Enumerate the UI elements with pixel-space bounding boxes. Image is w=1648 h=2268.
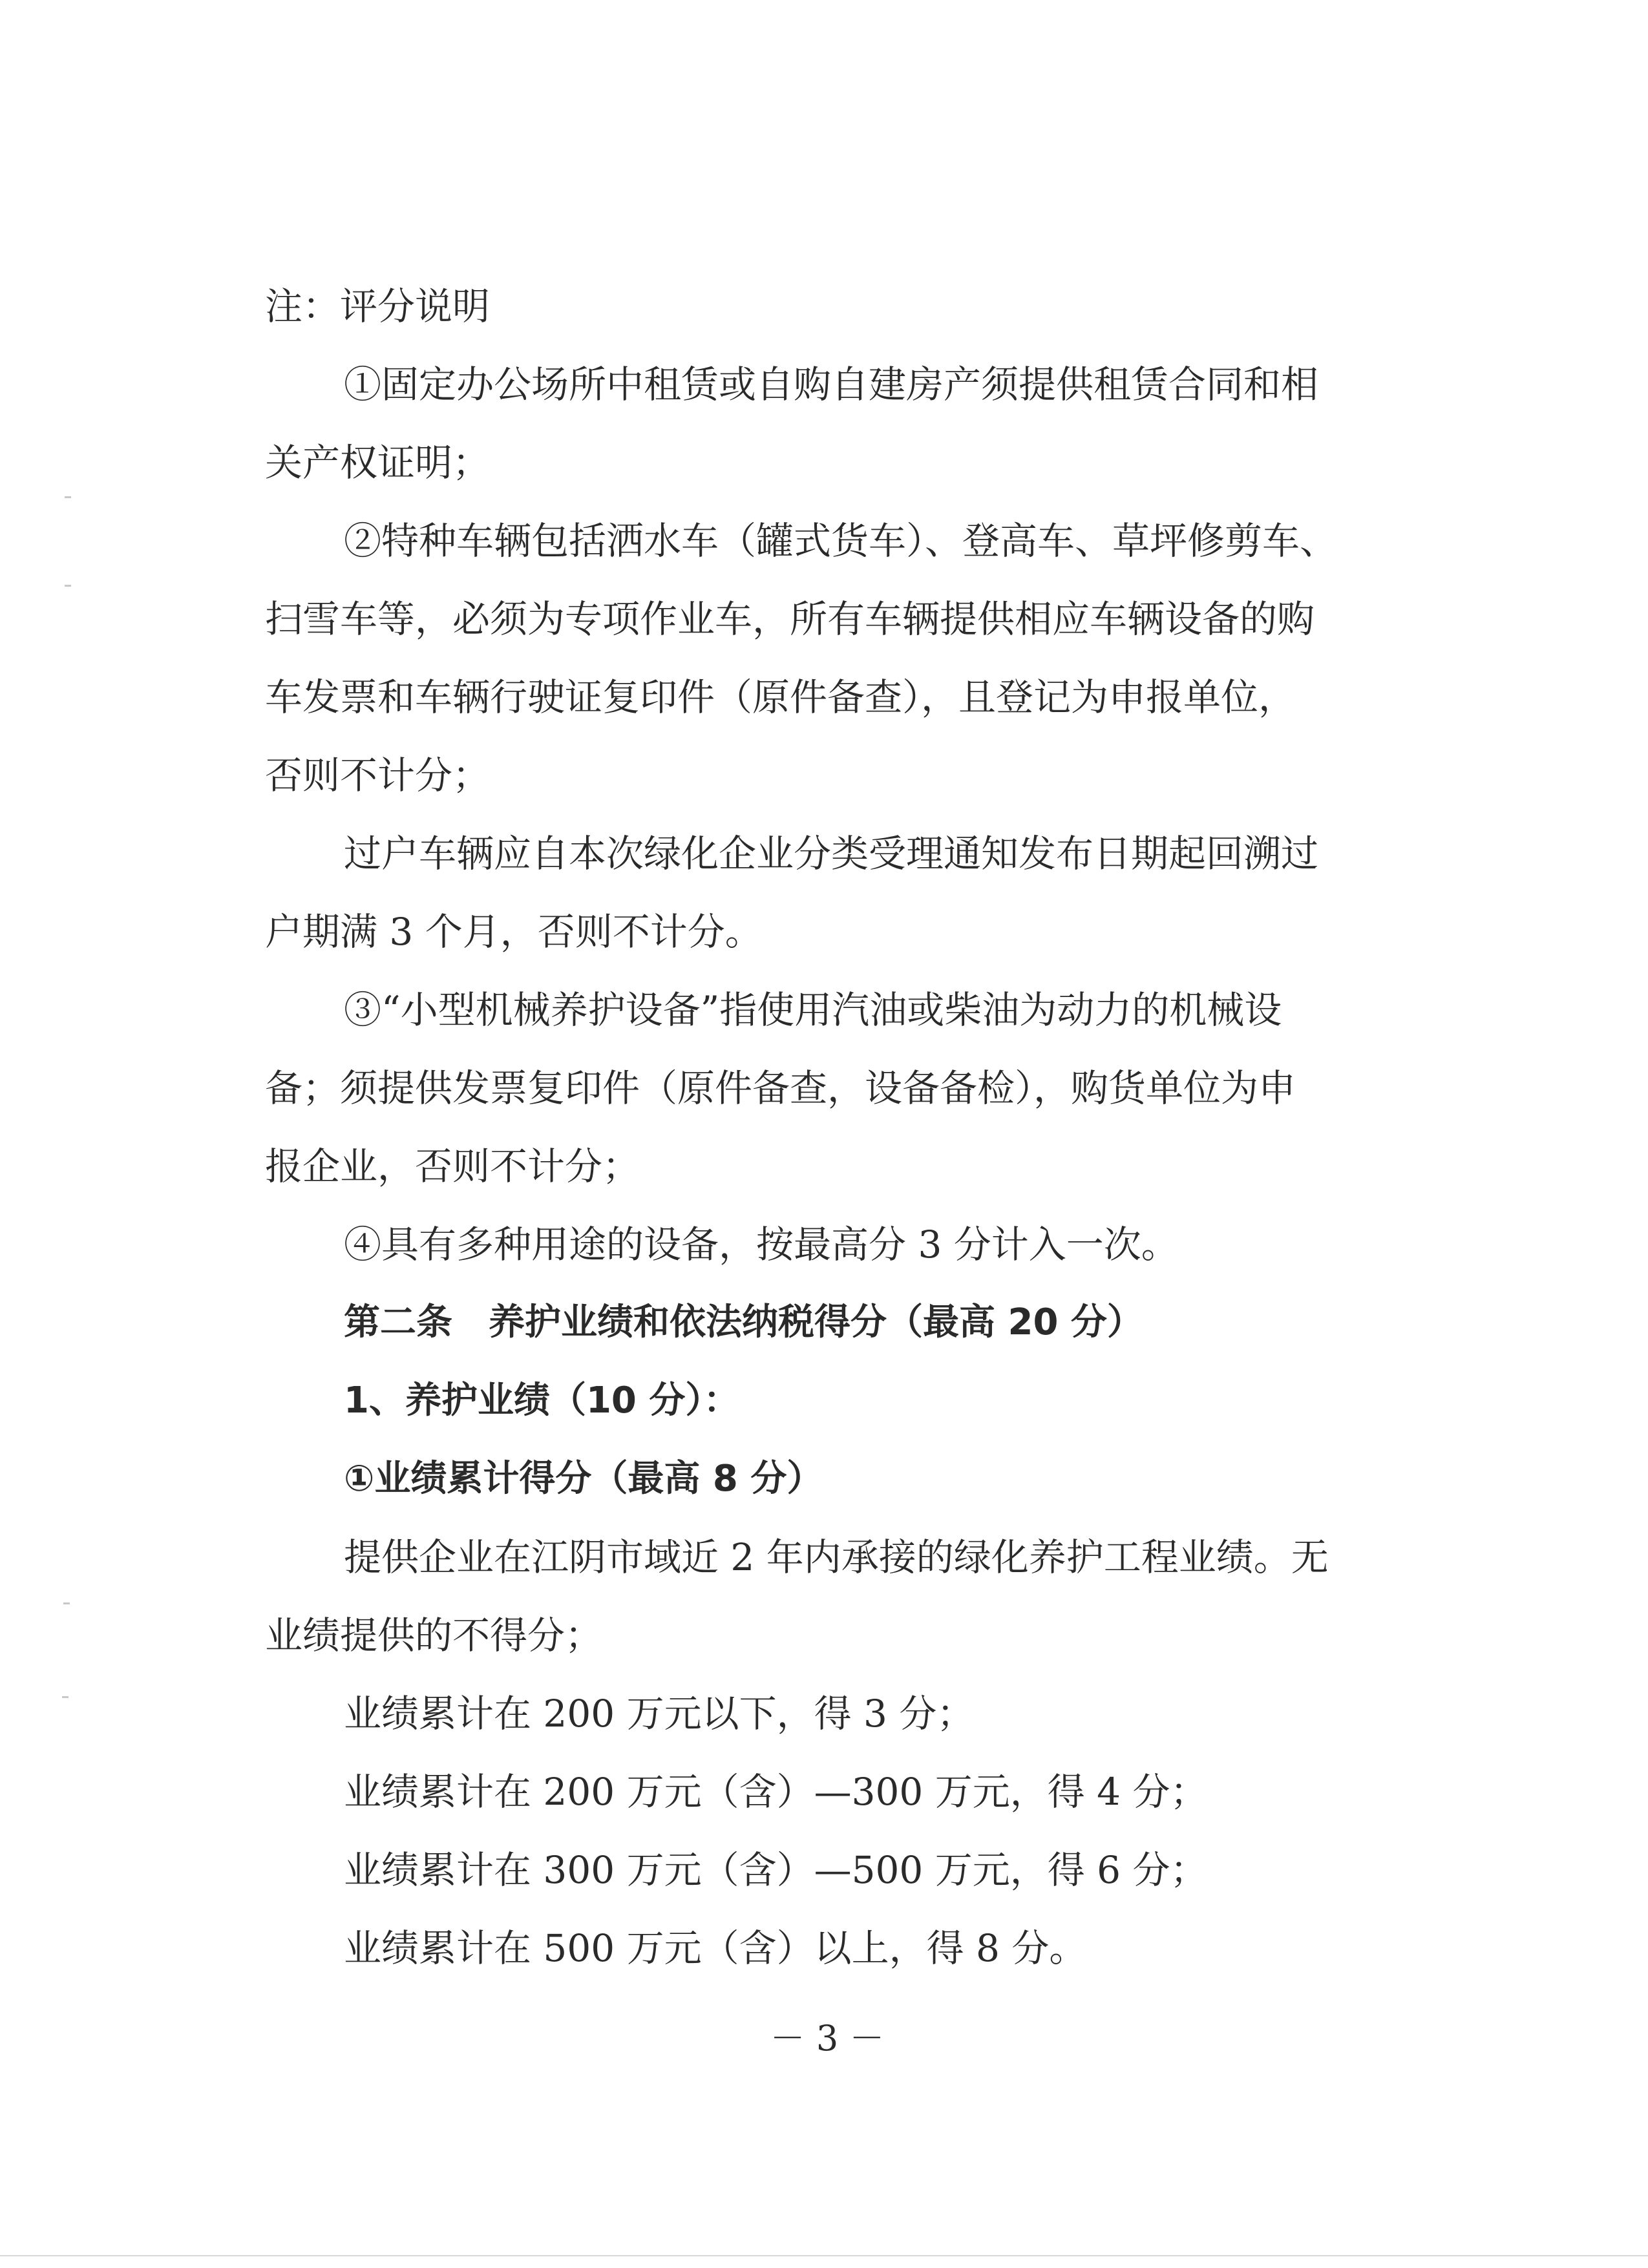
article-2-heading: 第二条 养护业绩和依法纳税得分（最高 20 分） <box>344 1301 1143 1343</box>
score-text-2: 业绩累计在 200 万元（含）—300 万元，得 4 分； <box>344 1770 1208 1814</box>
page-number: － 3 － <box>770 2018 885 2059</box>
scan-bottom-edge <box>0 2255 1648 2256</box>
body-text-a: 提供企业在江阴市域近 2 年内承接的绿化养护工程业绩。无 <box>344 1535 1329 1579</box>
score-text-1: 业绩累计在 200 万元以下，得 3 分； <box>344 1692 975 1736</box>
scan-speck <box>63 1602 70 1604</box>
score-text-3: 业绩累计在 300 万元（含）—500 万元，得 6 分； <box>344 1848 1208 1892</box>
note-3-text-c: 报企业，否则不计分； <box>265 1144 640 1188</box>
note-2-text-c: 车发票和车辆行驶证复印件（原件备查），且登记为申报单位， <box>265 675 1296 719</box>
note-2-text-b: 扫雪车等，必须为专项作业车，所有车辆提供相应车辆设备的购 <box>265 597 1315 641</box>
item-1-heading: ①业绩累计得分（最高 8 分） <box>344 1458 823 1500</box>
score-text-4: 业绩累计在 500 万元（含）以上，得 8 分。 <box>344 1926 1087 1970</box>
note-3-text-b: 备；须提供发票复印件（原件备查，设备备检），购货单位为申 <box>265 1066 1296 1110</box>
scan-speck <box>65 496 71 498</box>
note-2-text-f: 户期满 3 个月，否则不计分。 <box>265 910 763 954</box>
scan-speck <box>65 585 71 587</box>
note-1-text-a: ①固定办公场所中租赁或自购自建房产须提供租赁合同和相 <box>344 362 1319 406</box>
section-1-heading: 1、养护业绩（10 分）： <box>344 1380 740 1422</box>
note-2-text-e: 过户车辆应自本次绿化企业分类受理通知发布日期起回溯过 <box>344 832 1319 876</box>
note-1-text-b: 关产权证明； <box>265 441 491 485</box>
scan-speck <box>62 1696 69 1698</box>
body-text-b: 业绩提供的不得分； <box>265 1613 603 1657</box>
note-2-text-a: ②特种车辆包括洒水车（罐式货车）、登高车、草坪修剪车、 <box>344 519 1338 563</box>
note-3-text-a: ③“小型机械养护设备”指使用汽油或柴油为动力的机械设 <box>344 988 1282 1032</box>
note-2-text-d: 否则不计分； <box>265 753 491 797</box>
note-title: 注：评分说明 <box>265 284 491 328</box>
note-4-text: ④具有多种用途的设备，按最高分 3 分计入一次。 <box>344 1223 1179 1266</box>
